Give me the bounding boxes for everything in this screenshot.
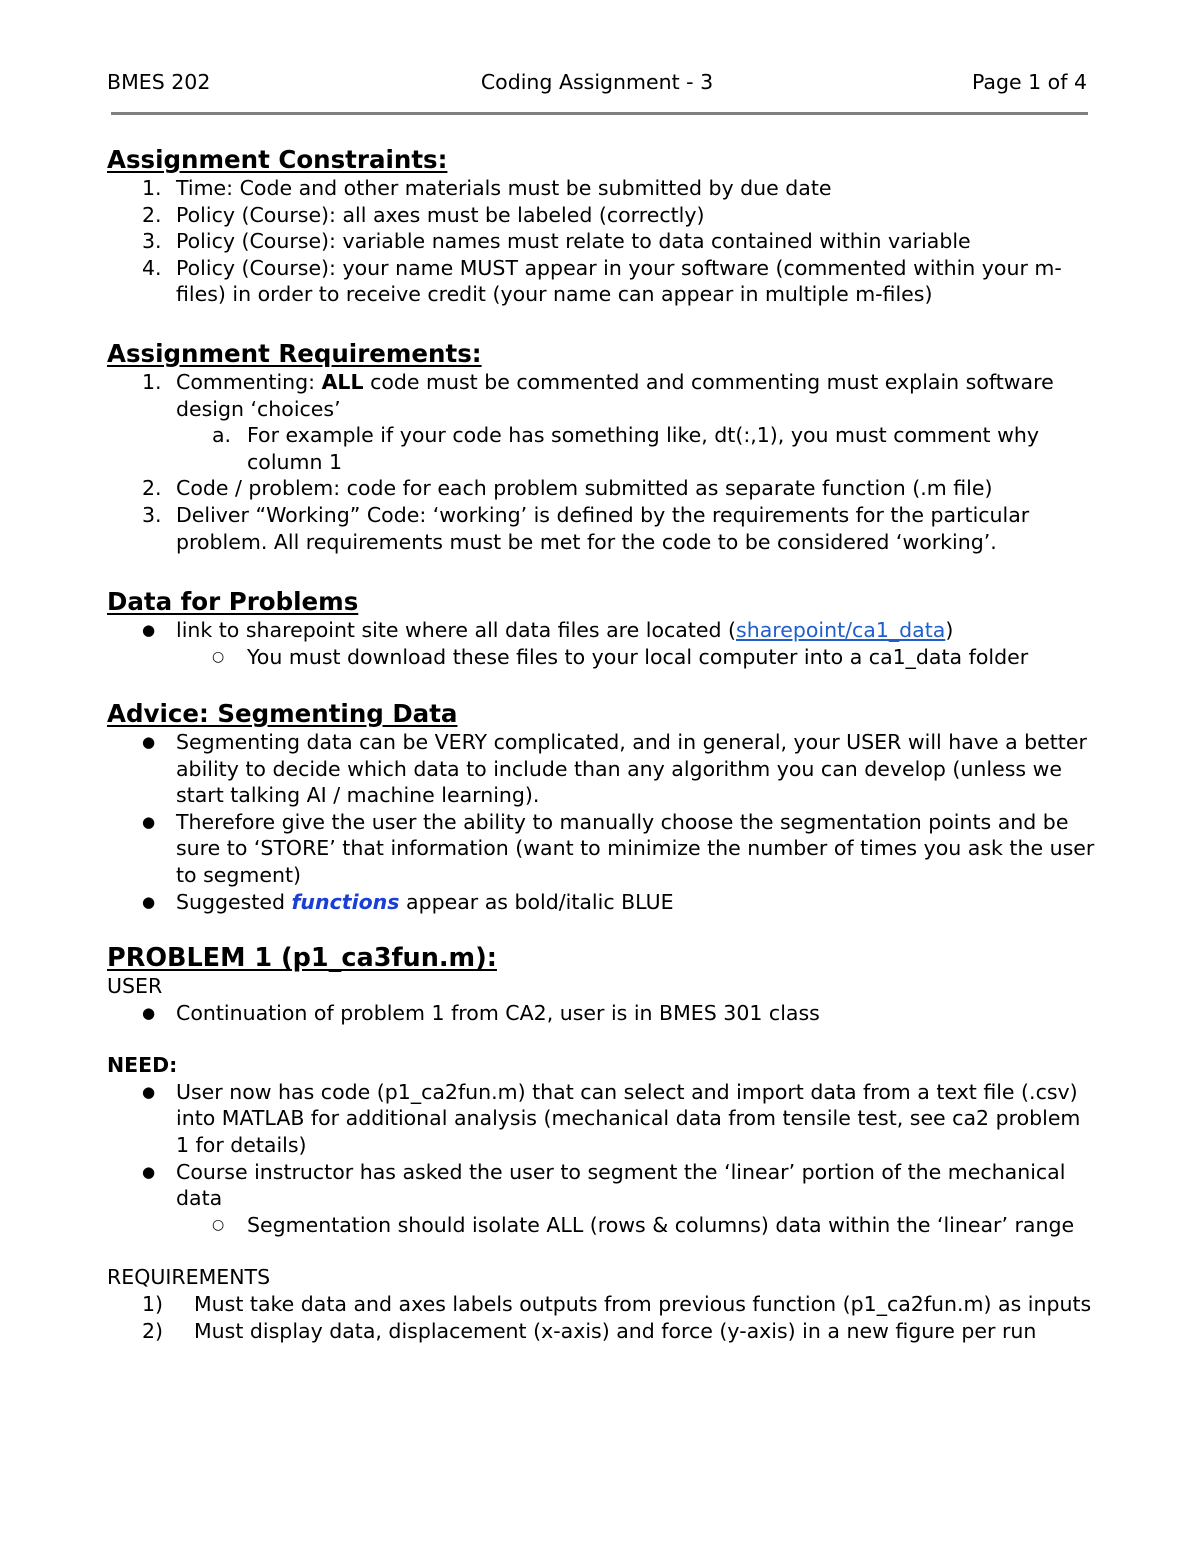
- list-item: 3. Policy (Course): variable names must relate to data contained within variable: [142, 229, 971, 254]
- bullet-icon: ●: [142, 812, 156, 831]
- requirements-heading: Assignment Requirements:: [107, 339, 482, 368]
- data-heading: Data for Problems: [107, 587, 359, 616]
- list-item: ● User now has code (p1_ca2fun.m) that can select and import data from a text file (.csv) into MATLAB for additional analysis (mechanical data from tensile test, see ca2 problem 1 for details): [142, 1079, 1081, 1157]
- list-item: ● Course instructor has asked the user to segment the ‘linear’ portion of the mechanical data: [142, 1159, 1066, 1211]
- list-item: 3. Deliver “Working” Code: ‘working’ is defined by the requirements for the particular problem. All requirements must be met for the code to be considered ‘working’.: [142, 502, 1030, 554]
- list-item: ○ Segmentation should isolate ALL (rows & columns) data within the ‘linear’ range: [212, 1212, 1075, 1237]
- header-divider: [111, 112, 1088, 115]
- data-section: [107, 587, 1097, 670]
- page-header: [107, 70, 1087, 100]
- list-item: 1. Time: Code and other materials must be submitted by due date: [142, 176, 832, 200]
- list-item: ● Segmenting data can be VERY complicated, and in general, your USER will have a better ability to decide which data to include than any algorithm you can develop (unless we start talking AI / machine learning).: [142, 730, 1087, 808]
- sharepoint-link[interactable]: sharepoint/ca1_data: [736, 618, 946, 642]
- list-item: 1) Must take data and axes labels outputs from previous function (p1_ca2fun.m) as inputs: [142, 1291, 1092, 1316]
- list-item: a. For example if your code has something like, dt(:,1), you must comment why column 1: [212, 423, 1040, 474]
- bullet-icon: ●: [142, 1003, 156, 1022]
- requirements-label: REQUIREMENTS: [107, 1265, 271, 1290]
- list-item: ● Continuation of problem 1 from CA2, user is in BMES 301 class: [142, 1000, 820, 1025]
- bullet-icon: ●: [142, 1082, 156, 1101]
- course-code: BMES 202: [107, 70, 211, 94]
- bullet-icon: ●: [142, 621, 156, 639]
- need-label: NEED:: [107, 1053, 178, 1078]
- advice-heading: Advice: Segmenting Data: [107, 699, 458, 728]
- list-item: ○ You must download these files to your local computer into a ca1_data folder: [212, 644, 1029, 669]
- list-item: 2. Code / problem: code for each problem submitted as separate function (.m file): [142, 476, 993, 501]
- circle-bullet-icon: ○: [212, 1216, 225, 1233]
- constraints-section: [107, 145, 1097, 308]
- list-item: 1. Commenting: ALL code must be commented and commenting must explain software design ‘choices’: [142, 370, 1054, 421]
- list-item: ● Therefore give the user the ability to manually choose the segmentation points and be sure to ‘STORE’ that information (want to minimize the number of times you ask the user to segment): [142, 809, 1095, 887]
- document-title: Coding Assignment - 3: [480, 70, 714, 94]
- list-item: ● Suggested functions appear as bold/italic BLUE: [142, 889, 674, 914]
- list-item: 4. Policy (Course): your name MUST appear in your software (commented within your m-files) in order to receive credit (your name can appear in multiple m-files): [142, 255, 1062, 307]
- list-item: 2) Must display data, displacement (x-axis) and force (y-axis) in a new figure per run: [142, 1318, 1037, 1343]
- problem1-section: [107, 943, 1097, 1344]
- bullet-icon: ●: [142, 1162, 156, 1181]
- page-number: Page 1 of 4: [971, 70, 1087, 94]
- requirements-section: [107, 339, 1097, 555]
- bullet-icon: ●: [142, 733, 156, 751]
- list-item: ● link to sharepoint site where all data files are located (sharepoint/ca1_data): [142, 618, 954, 642]
- advice-section: [107, 699, 1097, 915]
- constraints-heading: Assignment Constraints:: [107, 145, 448, 174]
- functions-keyword: functions: [291, 889, 400, 914]
- circle-bullet-icon: ○: [212, 648, 225, 665]
- bullet-icon: ●: [142, 892, 156, 911]
- list-item: 2. Policy (Course): all axes must be labeled (correctly): [142, 202, 705, 227]
- user-label: USER: [107, 974, 163, 998]
- problem1-heading: PROBLEM 1 (p1_ca3fun.m):: [107, 943, 497, 973]
